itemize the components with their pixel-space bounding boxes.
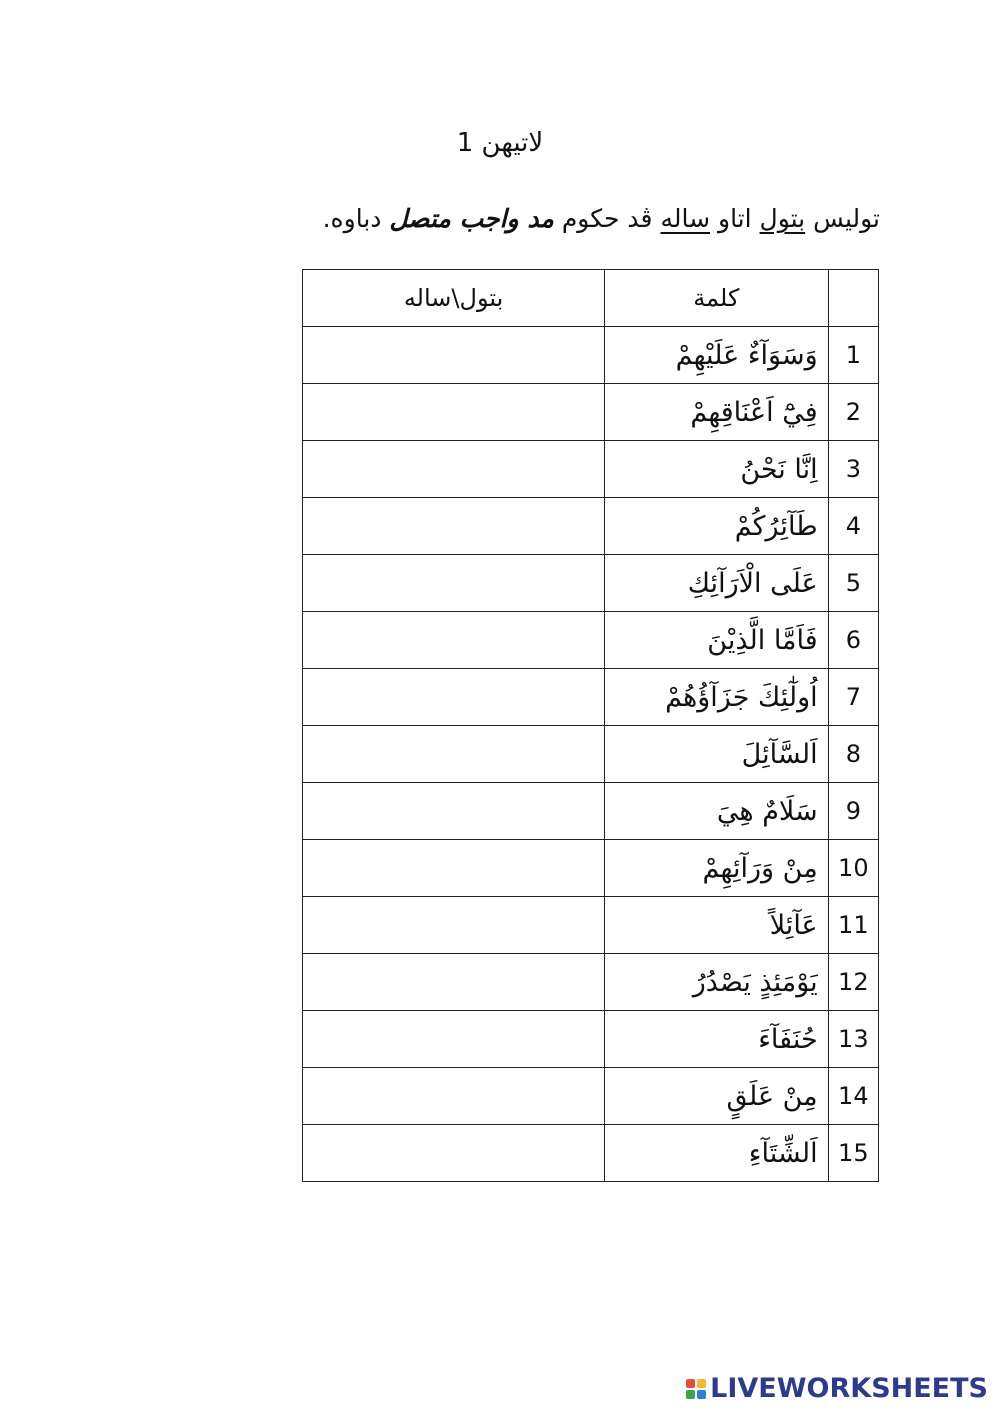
table-row — [303, 897, 879, 954]
answer-cell[interactable] — [303, 612, 605, 669]
instruction-text — [180, 204, 880, 233]
answer-cell[interactable] — [303, 954, 605, 1011]
table-row — [303, 669, 879, 726]
row-number: 15 — [828, 1125, 878, 1182]
worksheet-title: لاتيهن 1 — [456, 128, 544, 158]
table-row — [303, 441, 879, 498]
answer-cell[interactable] — [303, 1011, 605, 1068]
logo-square-yellow — [697, 1379, 706, 1388]
row-number: 12 — [828, 954, 878, 1011]
row-number: 2 — [828, 384, 878, 441]
row-number: 13 — [828, 1011, 878, 1068]
row-word: حُنَفَآءَ — [605, 1011, 829, 1068]
answer-cell[interactable] — [303, 669, 605, 726]
row-word: وَسَوَآءٌ عَلَيْهِمْ — [605, 327, 829, 384]
table-row — [303, 1125, 879, 1182]
instruction-part-2: اتاو — [710, 204, 760, 233]
answer-cell[interactable] — [303, 327, 605, 384]
table-row — [303, 384, 879, 441]
liveworksheets-logo-icon — [686, 1379, 706, 1399]
logo-square-green — [686, 1390, 695, 1399]
header-word: كلمة — [605, 270, 829, 327]
row-word: فَاَمَّا الَّذِيْنَ — [605, 612, 829, 669]
liveworksheets-branding — [686, 1373, 988, 1404]
row-word: اَلسَّآئِلَ — [605, 726, 829, 783]
answer-cell[interactable] — [303, 1125, 605, 1182]
row-word: اَلشِّتَآءِ — [605, 1125, 829, 1182]
row-number: 4 — [828, 498, 878, 555]
row-number: 5 — [828, 555, 878, 612]
table-header-row — [303, 270, 879, 327]
row-number: 8 — [828, 726, 878, 783]
logo-square-red — [686, 1379, 695, 1388]
instruction-part-3: ڤد حكوم — [553, 204, 661, 233]
table-row — [303, 840, 879, 897]
row-number: 9 — [828, 783, 878, 840]
answer-cell[interactable] — [303, 384, 605, 441]
table-row — [303, 498, 879, 555]
liveworksheets-wordmark: LIVEWORKSHEETS — [710, 1373, 988, 1404]
table-row — [303, 555, 879, 612]
row-word: طَآئِرُكُمْ — [605, 498, 829, 555]
row-number: 3 — [828, 441, 878, 498]
row-number: 7 — [828, 669, 878, 726]
instruction-part-1: توليس — [805, 204, 880, 233]
row-word: مِنْ وَرَآئِهِمْ — [605, 840, 829, 897]
table-row — [303, 726, 879, 783]
header-answer: بتول\ساله — [303, 270, 605, 327]
answer-cell[interactable] — [303, 783, 605, 840]
row-word: يَوْمَئِذٍ يَصْدُرُ — [605, 954, 829, 1011]
row-word: سَلَامٌ هِيَ — [605, 783, 829, 840]
answer-cell[interactable] — [303, 897, 605, 954]
row-number: 1 — [828, 327, 878, 384]
table-row — [303, 327, 879, 384]
table-row — [303, 612, 879, 669]
row-word: اِنَّا نَحْنُ — [605, 441, 829, 498]
row-word: عَلَى الْاَرَآئِكِ — [605, 555, 829, 612]
answer-cell[interactable] — [303, 441, 605, 498]
row-word: فِيْٓ اَعْنَاقِهِمْ — [605, 384, 829, 441]
instruction-word-salah: ساله — [660, 204, 711, 233]
logo-square-blue — [697, 1390, 706, 1399]
worksheet-table — [302, 269, 879, 1182]
row-word: مِنْ عَلَقٍ — [605, 1068, 829, 1125]
table-row — [303, 1068, 879, 1125]
row-word: عَآئِلاً — [605, 897, 829, 954]
instruction-word-batul: بتول — [759, 204, 806, 233]
row-number: 14 — [828, 1068, 878, 1125]
answer-cell[interactable] — [303, 555, 605, 612]
header-number — [828, 270, 878, 327]
row-word: اُولٰٓئِكَ جَزَآؤُهُمْ — [605, 669, 829, 726]
answer-cell[interactable] — [303, 498, 605, 555]
instruction-part-4: دباوه. — [322, 204, 390, 233]
row-number: 10 — [828, 840, 878, 897]
table-row — [303, 954, 879, 1011]
answer-cell[interactable] — [303, 840, 605, 897]
answer-cell[interactable] — [303, 726, 605, 783]
row-number: 11 — [828, 897, 878, 954]
instruction-rule: مد واجب متصل — [389, 204, 554, 233]
answer-cell[interactable] — [303, 1068, 605, 1125]
table-row — [303, 783, 879, 840]
row-number: 6 — [828, 612, 878, 669]
table-row — [303, 1011, 879, 1068]
